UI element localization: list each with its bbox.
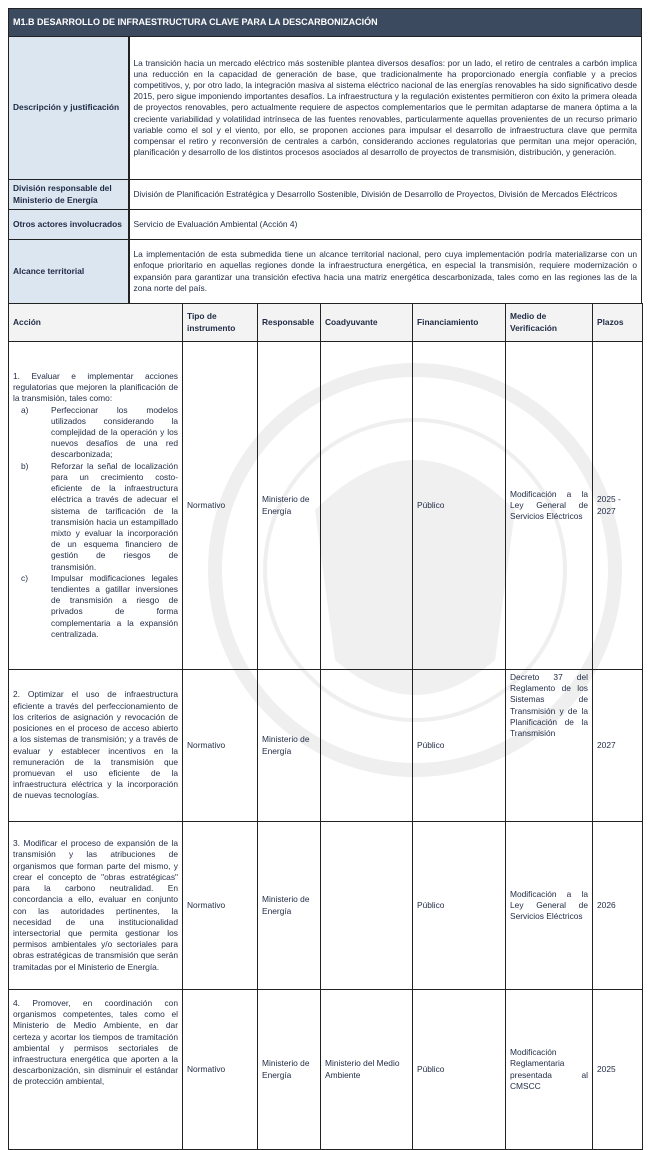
info-table	[8, 8, 642, 304]
col-verificacion: Medio de Verificación	[506, 304, 593, 342]
tipo-cell: Normativo	[183, 822, 258, 990]
col-financiamiento: Financiamiento	[413, 304, 506, 342]
col-responsable: Responsable	[258, 304, 321, 342]
financiamiento-cell: Público	[413, 990, 506, 1150]
tipo-cell: Normativo	[183, 342, 258, 670]
subitem-marker: c)	[21, 572, 28, 583]
action-text: 2. Optimizar el uso de infraestructura eficiente a través del perfeccionamiento de los criterios de asignación y revocación de posiciones en el proceso de acceso abierto a los sistemas de transmisión; y a través de evaluar y establecer incentivos en la remuneración de la transmisión que promuevan el uso eficiente de la infraestructura eléctrica y la incorporación de nuevas tecnologías.	[9, 670, 183, 822]
label-alcance: Alcance territorial	[9, 240, 129, 304]
subitem-text: Perfeccionar los modelos utilizados considerando la complejidad de la operación y los nuevos desafíos de una red descarbonizada;	[51, 404, 178, 460]
label-division: División responsable del Ministerio de Energía	[9, 180, 129, 210]
financiamiento-cell: Público	[413, 822, 506, 990]
list-item	[13, 573, 178, 640]
value-descripcion: La transición hacia un mercado eléctrico más sostenible plantea diversos desafíos: por un lado, el retiro de centrales a carbón implica una reducción en la capacidad de generación de base, que tradicionalmente ha proporcionado energía confiable y a precios competitivos, y, por otro lado, la integración masiva al sistema eléctrico nacional de las energías renovables ha sido significativo desde 2015, pero sigue imponiendo importantes desafíos. La infraestructura y la regulación existentes permitieron con éxito la primera oleada de proyectos renovables, pero actualmente requiere de aspectos complementarios que le permitan adaptarse de manera óptima a la creciente variabilidad y volatilidad intrínseca de las fuentes renovables, particularmente aquellas provenientes de un recurso primario variable como el sol y el viento, por ello, se proponen acciones para impulsar el desarrollo de infraestructura clave que permita compensar el retiro y reconversión de centrales a carbón, considerando acciones regulatorias que permitan una mejor operación, planificación y desarrollo de los distintos procesos asociados al desarrollo de proyectos de transmisión, distribución, y generación.	[129, 37, 642, 180]
verificacion-cell: Modificación a la Ley General de Servicios Eléctricos	[506, 822, 593, 990]
action-cell	[9, 342, 183, 670]
responsable-cell: Ministerio de Energía	[258, 670, 321, 822]
coadyuvante-cell	[321, 822, 413, 990]
table-row	[9, 822, 643, 990]
label-descripcion: Descripción y justificación	[9, 37, 129, 180]
responsable-cell: Ministerio de Energía	[258, 342, 321, 670]
tipo-cell: Normativo	[183, 990, 258, 1150]
responsable-cell: Ministerio de Energía	[258, 822, 321, 990]
value-otros-actores: Servicio de Evaluación Ambiental (Acción 4)	[129, 210, 642, 240]
action-text: 1. Evaluar e implementar acciones regulatorias que mejoren la planificación de la transmisión, tales como:	[13, 371, 178, 404]
plazos-cell: 2025 - 2027	[593, 342, 643, 670]
label-otros-actores: Otros actores involucrados	[9, 210, 129, 240]
table-row	[9, 670, 643, 822]
table-header	[9, 304, 643, 342]
coadyuvante-cell	[321, 342, 413, 670]
list-item	[13, 461, 178, 573]
subitem-marker: a)	[21, 404, 29, 415]
col-plazos: Plazos	[593, 304, 643, 342]
subitem-text: Reforzar la señal de localización para un crecimiento costo-eficiente de la infraestructura eléctrica a través de adecuar el sistema de tarificación de la transmisión hacia un estampillado mixto y evaluar la incorporación de un esquema financiero de gestión de riesgos de transmisión.	[51, 460, 178, 572]
table-row	[9, 990, 643, 1150]
plazos-cell: 2025	[593, 990, 643, 1150]
coadyuvante-cell: Ministerio del Medio Ambiente	[321, 990, 413, 1150]
col-tipo: Tipo de instrumento	[183, 304, 258, 342]
table-row	[9, 342, 643, 670]
col-accion: Acción	[9, 304, 183, 342]
subitem-list	[13, 405, 178, 640]
list-item	[13, 405, 178, 461]
action-text: 4. Promover, en coordinación con organismos competentes, tales como el Ministerio de Medio Ambiente, en dar certeza y acortar los tiempos de tramitación ambiental y permisos sectoriales de infraestructura energética que aporten a la descarbonización, sin disminuir el estándar de protección ambiental,	[9, 990, 183, 1150]
responsable-cell: Ministerio de Energía	[258, 990, 321, 1150]
subitem-marker: b)	[21, 460, 29, 471]
verificacion-cell: Modificación a la Ley General de Servicios Eléctricos	[506, 342, 593, 670]
value-alcance: La implementación de esta submedida tiene un alcance territorial nacional, pero cuya implementación podría materializarse con un enfoque prioritario en aquellas regiones donde la infraestructura energética, en especial la transmisión, requiere modernización o expansión para garantizar una transición efectiva hacia una matriz energética descarbonizada, tales como en las regiones las de la zona norte del país.	[129, 240, 642, 304]
coadyuvante-cell	[321, 670, 413, 822]
plazos-cell: 2026	[593, 822, 643, 990]
measure-title: M1.B DESARROLLO DE INFRAESTRUCTURA CLAVE PARA LA DESCARBONIZACIÓN	[9, 9, 642, 37]
actions-table	[8, 303, 643, 1150]
financiamiento-cell: Público	[413, 342, 506, 670]
action-text: 3. Modificar el proceso de expansión de la transmisión y las atribuciones de organismos que forman parte del mismo, y crear el concepto de "obras estratégicas" para la carbono neutralidad. En concordancia a ello, evaluar en conjunto con las autoridades pertinentes, la necesidad de una institucionalidad intersectorial que permita gestionar los permisos ambientales y/o sectoriales para obras estratégicas de transmisión que serán tramitadas por el Ministerio de Energía.	[9, 822, 183, 990]
plazos-cell: 2027	[593, 670, 643, 822]
subitem-text: Impulsar modificaciones legales tendientes a gatillar inversiones de transmisión a riesgo de privados de forma complementaria a la expansión centralizada.	[51, 572, 178, 639]
tipo-cell: Normativo	[183, 670, 258, 822]
col-coadyuvante: Coadyuvante	[321, 304, 413, 342]
value-division: División de Planificación Estratégica y Desarrollo Sostenible, División de Desarrollo de Proyectos, División de Mercados Eléctricos	[129, 180, 642, 210]
measure-sheet	[8, 8, 642, 1150]
verificacion-cell: Decreto 37 del Reglamento de los Sistemas de Transmisión y de la Planificación de la Transmisión	[506, 670, 593, 822]
verificacion-cell: Modificación Reglamentaria presentada al CMSCC	[506, 990, 593, 1150]
financiamiento-cell: Público	[413, 670, 506, 822]
